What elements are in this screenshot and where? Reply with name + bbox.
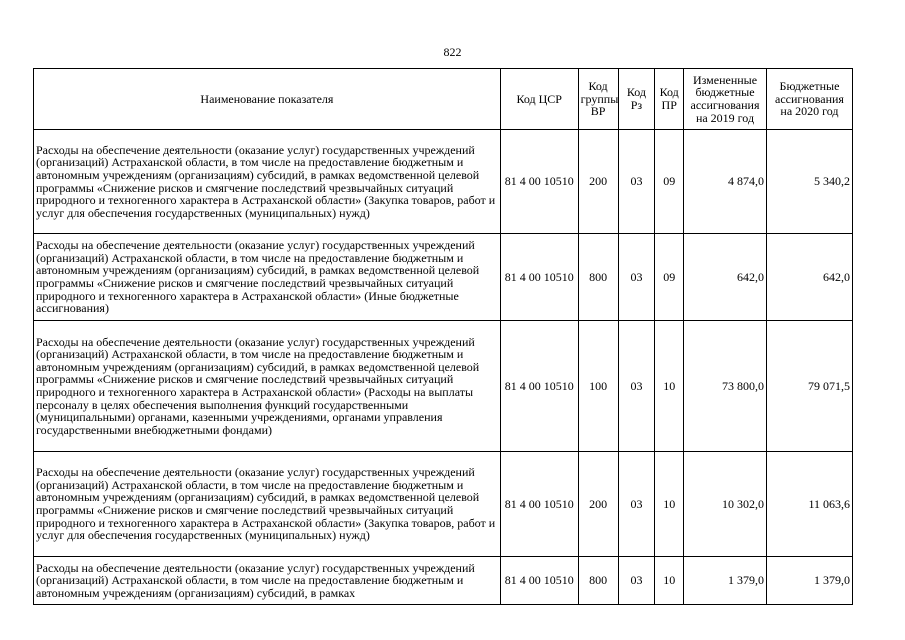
row-name: Расходы на обеспечение деятельности (оказание услуг) государственных учреждений (организаций) Астраханской области, в том числе на предоставление бюджетным и автономным учреждениям (организациям) субсидий, в рамках ведомственной целевой программы «Снижение рисков и смягчение последствий чрезвычайных ситуаций природного и техногенного характера в Астраханской области» (Иные бюджетные ассигнования) (34, 234, 501, 321)
row-pr: 09 (655, 234, 684, 321)
row-2019: 4 874,0 (684, 130, 767, 234)
row-2020: 79 071,5 (766, 321, 852, 452)
header-pr: Код ПР (655, 69, 684, 130)
row-vr: 800 (578, 234, 618, 321)
row-pr: 10 (655, 557, 684, 605)
table-row (34, 130, 853, 234)
table-row (34, 234, 853, 321)
row-2020: 5 340,2 (766, 130, 852, 234)
table-row (34, 557, 853, 605)
row-2019: 642,0 (684, 234, 767, 321)
header-2019: Измененные бюджетные ассигнования на 2019 год (684, 69, 767, 130)
row-2020: 1 379,0 (766, 557, 852, 605)
row-name: Расходы на обеспечение деятельности (оказание услуг) государственных учреждений (организаций) Астраханской области, в том числе на предоставление бюджетным и автономным учреждениям (организациям) субсидий, в рамках (34, 557, 501, 605)
row-2020: 642,0 (766, 234, 852, 321)
row-csr: 81 4 00 10510 (500, 234, 578, 321)
row-csr: 81 4 00 10510 (500, 321, 578, 452)
header-name: Наименование показателя (34, 69, 501, 130)
row-vr: 200 (578, 452, 618, 557)
row-name: Расходы на обеспечение деятельности (оказание услуг) государственных учреждений (организаций) Астраханской области, в том числе на предоставление бюджетным и автономным учреждениям (организациям) субсидий, в рамках ведомственной целевой программы «Снижение рисков и смягчение последствий чрезвычайных ситуаций природного и техногенного характера в Астраханской области» (Расходы на выплаты персоналу в целях обеспечения выполнения функций государственными (муниципальными) органами, казенными учреждениями, органами управления государственными внебюджетными фондами) (34, 321, 501, 452)
row-2019: 1 379,0 (684, 557, 767, 605)
header-rz: Код Рз (618, 69, 655, 130)
row-vr: 100 (578, 321, 618, 452)
row-vr: 200 (578, 130, 618, 234)
table-row (34, 452, 853, 557)
row-csr: 81 4 00 10510 (500, 452, 578, 557)
page-number: 822 (443, 45, 462, 59)
row-rz: 03 (618, 321, 655, 452)
header-vr: Код группы ВР (578, 69, 618, 130)
table-row (34, 321, 853, 452)
budget-table (33, 68, 853, 605)
table-header-row (34, 69, 853, 130)
row-2020: 11 063,6 (766, 452, 852, 557)
row-rz: 03 (618, 557, 655, 605)
row-2019: 10 302,0 (684, 452, 767, 557)
row-2019: 73 800,0 (684, 321, 767, 452)
row-csr: 81 4 00 10510 (500, 557, 578, 605)
row-rz: 03 (618, 234, 655, 321)
row-pr: 09 (655, 130, 684, 234)
row-pr: 10 (655, 321, 684, 452)
row-csr: 81 4 00 10510 (500, 130, 578, 234)
header-csr: Код ЦСР (500, 69, 578, 130)
row-rz: 03 (618, 130, 655, 234)
row-vr: 800 (578, 557, 618, 605)
row-pr: 10 (655, 452, 684, 557)
row-name: Расходы на обеспечение деятельности (оказание услуг) государственных учреждений (организаций) Астраханской области, в том числе на предоставление бюджетным и автономным учреждениям (организациям) субсидий, в рамках ведомственной целевой программы «Снижение рисков и смягчение последствий чрезвычайных ситуаций природного и техногенного характера в Астраханской области» (Закупка товаров, работ и услуг для обеспечения государственных (муниципальных) нужд) (34, 452, 501, 557)
row-rz: 03 (618, 452, 655, 557)
header-2020: Бюджетные ассигнования на 2020 год (766, 69, 852, 130)
row-name: Расходы на обеспечение деятельности (оказание услуг) государственных учреждений (организаций) Астраханской области, в том числе на предоставление бюджетным и автономным учреждениям (организациям) субсидий, в рамках ведомственной целевой программы «Снижение рисков и смягчение последствий чрезвычайных ситуаций природного и техногенного характера в Астраханской области» (Закупка товаров, работ и услуг для обеспечения государственных (муниципальных) нужд) (34, 130, 501, 234)
